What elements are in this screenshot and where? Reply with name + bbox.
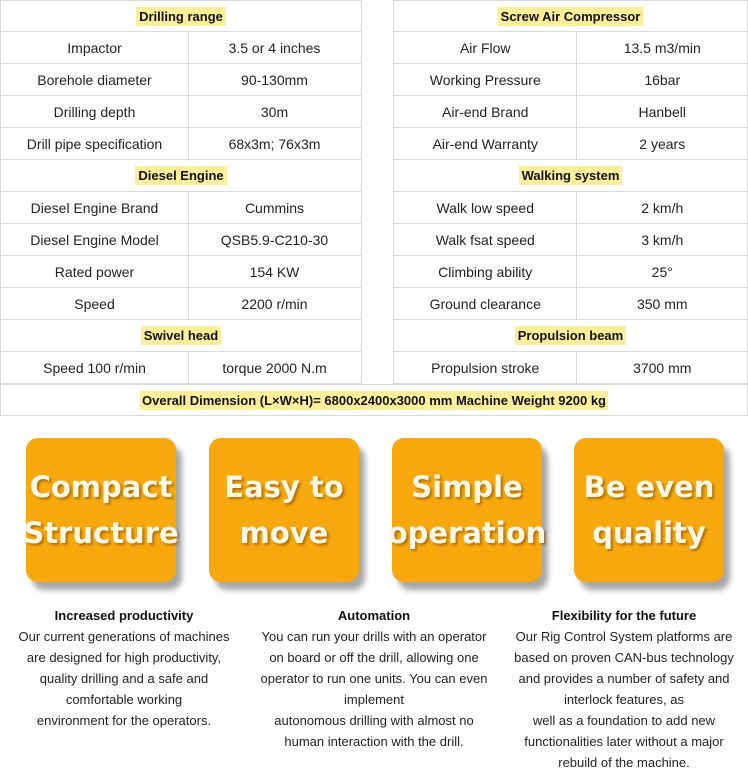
section-header-row: [0, 320, 361, 352]
overall-dimension-text: Overall Dimension (L×W×H)= 6800x2400x3000 mm Machine Weight 9200 kg: [142, 392, 606, 408]
section-header: Screw Air Compressor: [498, 7, 644, 26]
spec-row: [393, 64, 748, 96]
spec-row: [0, 32, 361, 64]
feature-text-line: well as a foundation to add new: [532, 713, 716, 728]
spec-label: Air-end Warranty: [394, 128, 577, 159]
spec-row: [0, 224, 361, 256]
spec-value: 90-130mm: [241, 71, 308, 88]
spec-label: Borehole diameter: [1, 64, 189, 95]
spec-row: [0, 128, 361, 160]
spec-value: Hanbell: [638, 103, 686, 120]
feature-text-line: are designed for high productivity,: [26, 650, 222, 665]
feature-text-line: functionalities later without a major: [524, 734, 724, 749]
section-header-row: [393, 160, 748, 192]
spec-row: [0, 256, 361, 288]
spec-value: 16bar: [644, 71, 681, 88]
spec-value: Cummins: [244, 199, 305, 216]
tile-line: Compact: [29, 470, 173, 504]
spec-row: [0, 288, 361, 320]
spec-value: 13.5 m3/min: [623, 39, 701, 56]
spec-value: 3700 mm: [633, 359, 692, 376]
feature-text-line: on board or off the drill, allowing one: [269, 650, 479, 665]
spec-label: Ground clearance: [394, 288, 577, 319]
spec-row: [393, 288, 748, 320]
spec-value: 2 km/h: [641, 199, 684, 216]
spec-label: Working Pressure: [394, 64, 577, 95]
spec-value: 350 mm: [636, 295, 688, 312]
feature-flexibility: [504, 606, 744, 773]
column-separator: [361, 0, 393, 384]
feature-text-line: human interaction with the drill.: [284, 734, 464, 749]
spec-label: Speed: [1, 288, 189, 319]
spec-label: Walk low speed: [394, 192, 577, 223]
spec-row: [393, 256, 748, 288]
spec-column-left: [0, 0, 361, 384]
spec-value: 2 years: [639, 135, 686, 152]
spec-value: 25°: [651, 263, 673, 280]
spec-row: [393, 192, 748, 224]
feature-text-line: Our current generations of machines: [18, 629, 230, 644]
spec-row: [393, 352, 748, 384]
spec-value: QSB5.9-C210-30: [220, 231, 329, 248]
feature-text-line: implement: [344, 692, 404, 707]
section-header-row: [0, 160, 361, 192]
spec-label: Air Flow: [394, 32, 577, 63]
tile-easy-to-move: [209, 438, 359, 582]
spec-label: Drill pipe specification: [1, 128, 189, 159]
feature-tiles: [0, 416, 748, 606]
feature-title: Flexibility for the future: [551, 608, 697, 623]
spec-label: Impactor: [1, 32, 189, 63]
tile-line: Easy to: [224, 470, 344, 504]
spec-row: [393, 32, 748, 64]
section-header: Diesel Engine: [135, 166, 226, 185]
spec-label: Propulsion stroke: [394, 352, 577, 383]
tile-line: Be even: [583, 470, 715, 504]
spec-row: [0, 96, 361, 128]
feature-text-line: operator to run one units. You can even: [260, 671, 488, 686]
feature-text-line: quality drilling and a safe and: [39, 671, 209, 686]
overall-dimension-row: [0, 384, 748, 416]
spec-value: 3.5 or 4 inches: [228, 39, 321, 56]
feature-text-line: environment for the operators.: [36, 713, 212, 728]
feature-title: Increased productivity: [54, 608, 194, 623]
feature-text-line: interlock features, as: [564, 692, 684, 707]
feature-increased-productivity: [4, 606, 244, 731]
spec-row: [0, 192, 361, 224]
spec-value: 30m: [260, 103, 289, 120]
spec-label: Diesel Engine Brand: [1, 192, 189, 223]
feature-text-line: Our Rig Control System platforms are: [515, 629, 733, 644]
tile-line: Simple: [411, 470, 523, 504]
spec-value: 2200 r/min: [241, 295, 308, 312]
spec-row: [393, 96, 748, 128]
feature-automation: [254, 606, 494, 752]
feature-text-line: You can run your drills with an operator: [261, 629, 487, 644]
spec-label: Speed 100 r/min: [1, 352, 189, 383]
spec-value: 3 km/h: [641, 231, 684, 248]
spec-label: Diesel Engine Model: [1, 224, 189, 255]
tile-simple-operation: [387, 438, 547, 582]
spec-label: Climbing ability: [394, 256, 577, 287]
section-header: Swivel head: [141, 326, 221, 345]
tile-line: quality: [592, 516, 706, 550]
tile-be-even-quality: [574, 438, 724, 582]
tile-line: move: [239, 516, 329, 550]
tile-line: operation: [387, 516, 547, 550]
spec-label: Walk fsat speed: [394, 224, 577, 255]
tile-compact-structure: [23, 438, 179, 582]
section-header-row: [393, 320, 748, 352]
section-header: Propulsion beam: [515, 326, 626, 345]
spec-label: Rated power: [1, 256, 189, 287]
tile-line: Structure: [23, 516, 179, 550]
spec-row: [0, 64, 361, 96]
feature-title: Automation: [337, 608, 411, 623]
spec-row: [393, 128, 748, 160]
feature-text-line: comfortable working: [65, 692, 183, 707]
spec-row: [0, 352, 361, 384]
spec-value: 68x3m; 76x3m: [228, 135, 321, 152]
feature-text-line: autonomous drilling with almost no: [274, 713, 474, 728]
spec-label: Drilling depth: [1, 96, 189, 127]
section-header-row: [0, 0, 361, 32]
spec-value: torque 2000 N.m: [222, 359, 327, 376]
section-header: Walking system: [519, 166, 623, 185]
spec-label: Air-end Brand: [394, 96, 577, 127]
section-header-row: [393, 0, 748, 32]
spec-column-right: [393, 0, 748, 384]
section-header: Drilling range: [136, 7, 226, 26]
spec-value: 154 KW: [249, 263, 300, 280]
feature-text-line: rebuild of the machine.: [558, 755, 690, 770]
spec-row: [393, 224, 748, 256]
feature-text-line: and provides a number of safety and: [518, 671, 730, 686]
feature-text-line: based on proven CAN-bus technology: [514, 650, 734, 665]
